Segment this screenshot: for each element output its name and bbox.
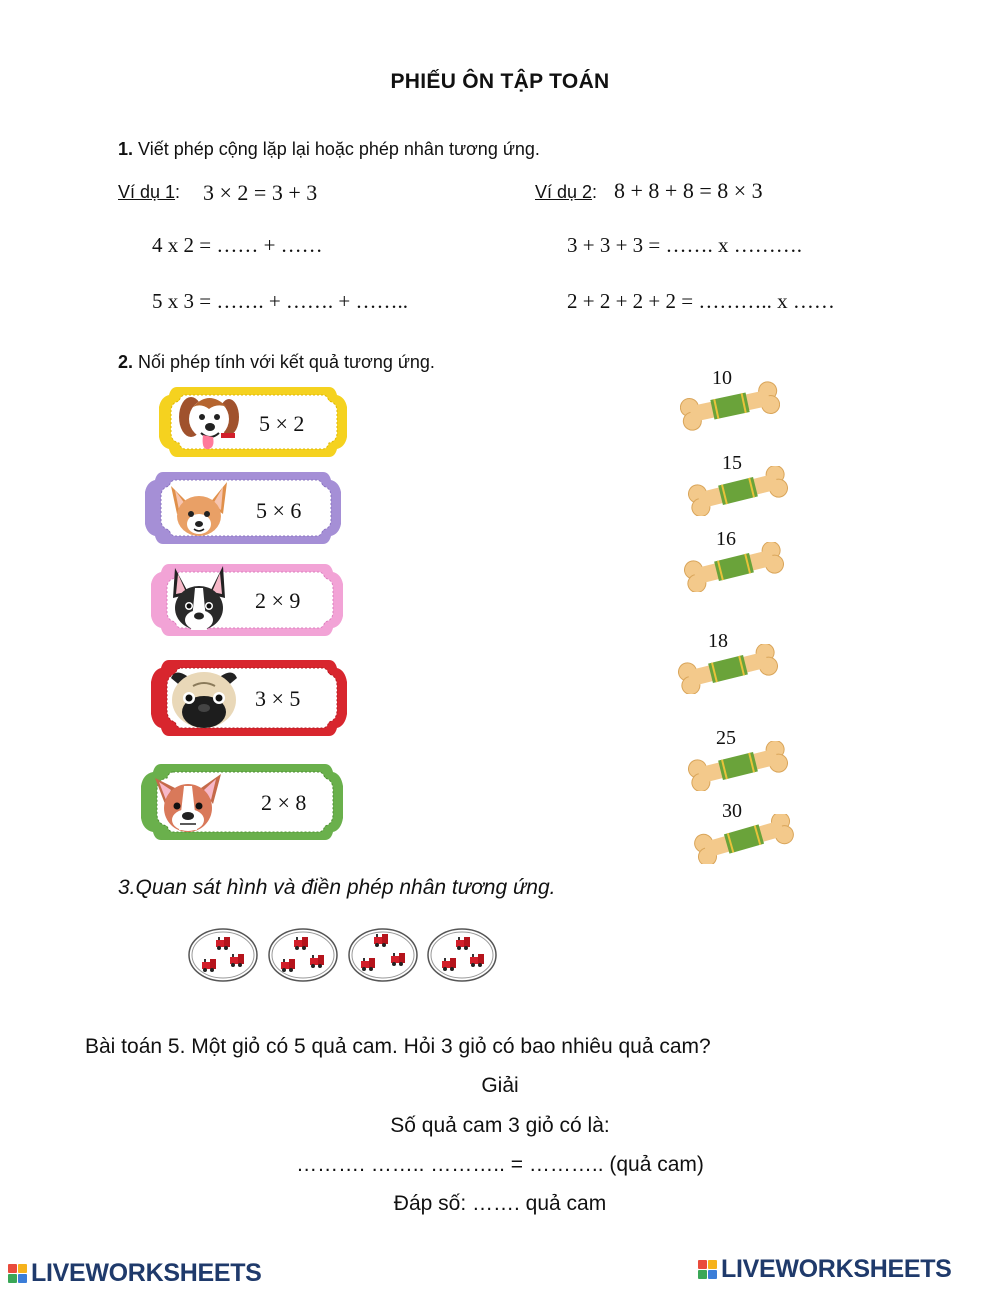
train-group-1 [189, 929, 257, 981]
bone-icon [684, 542, 784, 592]
exercise-1c[interactable]: 5 x 3 = ……. + ……. + …….. [152, 289, 409, 313]
example-2-expression: 8 + 8 + 8 = 8 × 3 [614, 178, 763, 203]
example-1 [118, 182, 180, 203]
page-title: PHIẾU ÔN TẬP TOÁN [390, 70, 610, 93]
bone-2-number: 15 [722, 452, 742, 474]
bone-icon [694, 814, 794, 864]
card-2-expression: 5 × 6 [256, 498, 302, 523]
question-3: 3.Quan sát hình và điền phép nhân tương ứng. [118, 876, 556, 899]
bulldog-icon [151, 770, 225, 836]
example-2 [535, 182, 597, 203]
bone-answer-6[interactable] [694, 800, 794, 870]
bone-answer-1[interactable] [680, 367, 780, 437]
question-2 [118, 352, 435, 373]
card-3-expression: 2 × 9 [255, 588, 301, 613]
expression-card-5[interactable] [137, 760, 333, 838]
logo-blocks-icon [8, 1264, 27, 1283]
exercise-1a[interactable]: 4 x 2 = …… + …… [152, 233, 323, 257]
example-1-colon: : [175, 182, 181, 202]
question-1 [118, 139, 540, 160]
pug-icon [165, 666, 243, 732]
train-group-2 [269, 929, 337, 981]
logo-text: LIVEWORKSHEETS [721, 1255, 952, 1283]
bone-answer-2[interactable] [688, 452, 788, 522]
train-groups [186, 926, 502, 984]
train-group-4 [428, 929, 496, 981]
example-2-colon: : [592, 182, 598, 202]
bone-icon [680, 381, 780, 431]
bone-6-number: 30 [722, 800, 742, 822]
exercise-1b[interactable]: 3 + 3 + 3 = ……. x ………. [567, 233, 803, 257]
bone-4-number: 18 [708, 630, 728, 652]
expression-card-1[interactable] [155, 383, 351, 461]
card-4-expression: 3 × 5 [255, 686, 301, 711]
problem-5: Bài toán 5. Một giỏ có 5 quả cam. Hỏi 3 giỏ có bao nhiêu quả cam? [85, 1035, 711, 1058]
boston-terrier-icon [165, 564, 233, 636]
logo-text: LIVEWORKSHEETS [31, 1259, 262, 1287]
example-2-label: Ví dụ 2 [535, 182, 593, 202]
bone-answer-3[interactable] [684, 528, 784, 598]
example-1-expression: 3 × 2 = 3 + 3 [203, 180, 318, 205]
bone-answer-5[interactable] [688, 727, 788, 797]
bone-1-number: 10 [712, 367, 732, 389]
logo-blocks-icon [698, 1260, 717, 1279]
question-1-number: 1. [118, 139, 134, 159]
bone-icon [688, 466, 788, 516]
question-1-text: Viết phép cộng lặp lại hoặc phép nhân tương ứng. [138, 139, 540, 159]
question-2-text: Nối phép tính với kết quả tương ứng. [138, 352, 435, 372]
exercise-1d[interactable]: 2 + 2 + 2 + 2 = ……….. x …… [567, 289, 835, 313]
bone-3-number: 16 [716, 528, 736, 550]
card-1-expression: 5 × 2 [259, 411, 305, 436]
bone-5-number: 25 [716, 727, 736, 749]
example-1-label: Ví dụ 1 [118, 182, 176, 202]
expression-card-3[interactable] [147, 560, 343, 638]
bone-icon [678, 644, 778, 694]
solution-line-1: Số quả cam 3 giỏ có là: [390, 1114, 610, 1137]
beagle-icon [171, 389, 243, 459]
bone-answer-4[interactable] [678, 630, 778, 700]
chihuahua-icon [163, 478, 235, 544]
solution-label: Giải [481, 1074, 519, 1097]
liveworksheets-logo-left [8, 1259, 262, 1288]
card-5-expression: 2 × 8 [261, 790, 307, 815]
liveworksheets-logo-right [698, 1255, 952, 1284]
question-2-number: 2. [118, 352, 134, 372]
train-group-3 [349, 929, 417, 981]
expression-card-4[interactable] [147, 656, 343, 734]
solution-equation[interactable]: ………. …….. ……….. = ……….. (quả cam) [296, 1153, 704, 1176]
bone-icon [688, 741, 788, 791]
final-answer[interactable]: Đáp số: ……. quả cam [393, 1192, 607, 1215]
expression-card-2[interactable] [141, 468, 337, 546]
